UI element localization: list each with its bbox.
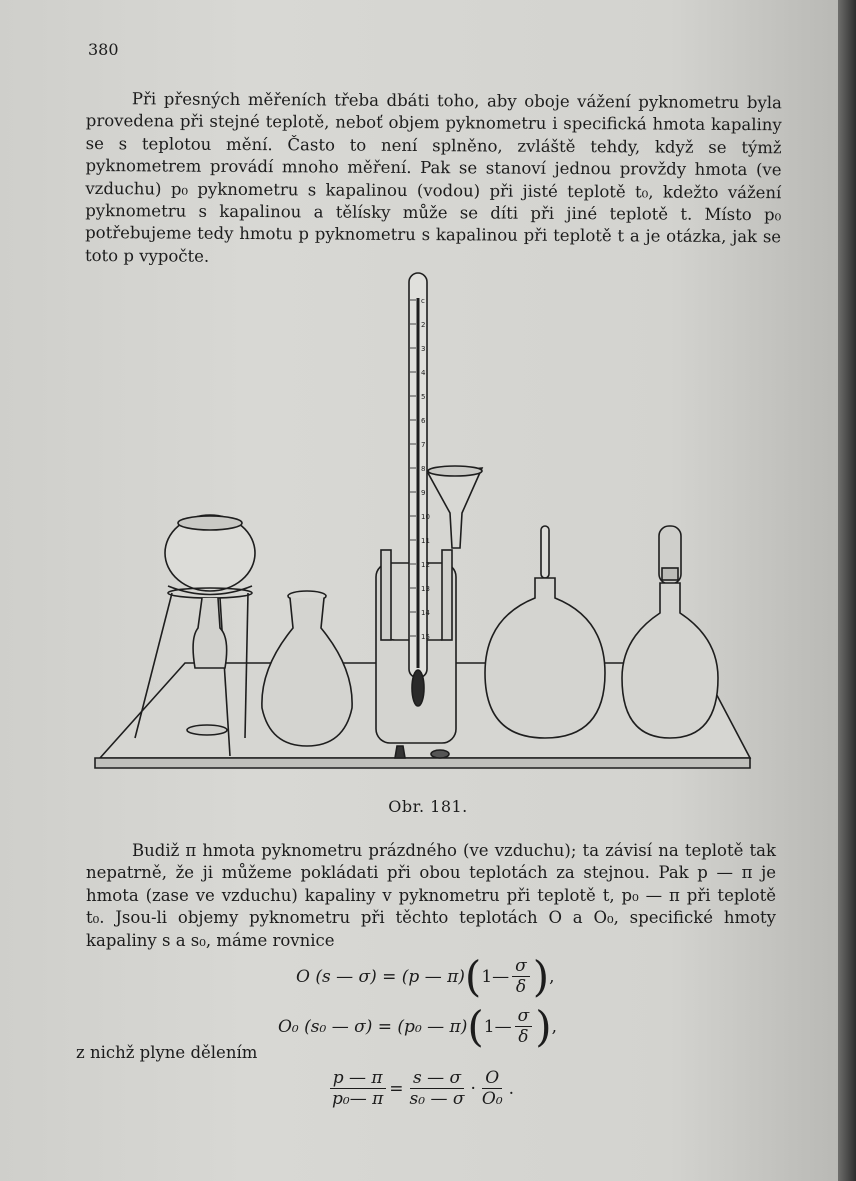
thermometer-scale-label: 12 [421, 561, 430, 569]
equation-3-f3-num: O [482, 1068, 502, 1089]
equation-3-f1-den: p₀— π [332, 1089, 384, 1109]
thermometer-scale-label: 5 [421, 393, 426, 401]
page-number: 380 [88, 40, 119, 59]
thermometer-scale-label: 3 [421, 345, 426, 353]
stoppered-flask-2 [622, 526, 718, 738]
equation-1-one-minus: 1— [481, 966, 510, 987]
paragraph-intro-text: Při přesných měřeních třeba dbáti toho, aby oboje vážení pyknometru byla provedena při stejné teplotě, neboť objem pyknometru i specifická hmota kapaliny se s teplotou mění. Často to není splněno, zvláště tehdy, když se týmž pyknometrem provádí mnoho měření. Pak se stanoví jednou provždy hmota (ve vzduchu) p₀ pyknometru s kapalinou (vodou) při jisté teplotě t₀, kdežto vážení pyknometru s kapalinou a tělísky může se díti při jiné teplotě t. Místo p₀ potřebujeme tedy hmotu p pyknometru s kapalinou při teplotě t a je otázka, jak se toto p vypočte. [84, 89, 782, 266]
equation-1-paren-close: ) [532, 951, 550, 1001]
paragraph-intro [85, 88, 782, 271]
paragraph-derivation [86, 840, 776, 952]
equation-3 [326, 1068, 514, 1109]
pycnometer-open [262, 591, 352, 746]
equation-3-f3-den: O₀ [481, 1089, 503, 1109]
equation-2-den: δ [518, 1027, 529, 1047]
thermometer-scale-label: 8 [421, 465, 426, 473]
small-sinker [395, 746, 405, 758]
equation-1 [296, 951, 555, 1001]
thermometer-scale-label: c [421, 297, 425, 305]
small-weight [431, 750, 449, 758]
equation-2-one-minus: 1— [483, 1016, 512, 1037]
equation-2-paren-open: ( [467, 1001, 484, 1051]
equation-3-equals: = [389, 1078, 404, 1099]
thermometer-scale-label: 11 [421, 537, 430, 545]
equation-1-fraction [512, 956, 530, 997]
thermometer-scale-label: 10 [421, 513, 430, 521]
equation-3-fraction-1 [329, 1068, 386, 1109]
equation-2-lhs: O₀ (s₀ — σ) = (p₀ — π) [278, 1016, 468, 1037]
equation-1-tail: , [549, 966, 555, 987]
equation-3-f1-num: p — π [330, 1068, 386, 1089]
figure-pycnometers [90, 268, 760, 788]
equation-2-fraction [515, 1006, 533, 1047]
thermometer-scale-label: 13 [421, 585, 430, 593]
paragraph-derivation-text: Budiž π hmota pyknometru prázdného (ve vzduchu); ta závisí na teplotě tak nepatrně, že ji můžeme pokládati při obou teplotách za stejnou. Pak p — π je hmota (zase ve vzduchu) kapaliny v pyknometru při teplotě t, p₀ — π při teplotě t₀. Jsou-li objemy pyknometru při těchto teplotách O a O₀, specifické hmoty kapaliny s a s₀, máme rovnice [86, 841, 776, 950]
thermometer-scale-label: 6 [421, 417, 426, 425]
equation-1-paren-open: ( [464, 951, 482, 1001]
page-edge-shadow [838, 0, 856, 1181]
equation-leadin: z nichž plyne dělením [76, 1043, 258, 1062]
equation-3-f2-num: s — σ [410, 1068, 464, 1089]
thermometer-scale-label: 7 [421, 441, 426, 449]
figure-caption: Obr. 181. [388, 797, 468, 816]
equation-3-dot: · [470, 1078, 476, 1099]
equation-1-den: δ [515, 977, 527, 997]
equation-3-fraction-3 [479, 1068, 506, 1109]
equation-2-num: σ [515, 1006, 533, 1027]
equation-3-fraction-2 [407, 1068, 468, 1109]
thermometer-scale-label: 15 [421, 633, 430, 641]
thermometer-scale-label: 14 [421, 609, 430, 617]
thermometer-scale-label: 2 [421, 321, 426, 329]
equation-3-tail: . [508, 1078, 515, 1099]
equation-2-paren-close: ) [535, 1001, 552, 1051]
thermometer-scale-label: 4 [421, 369, 426, 377]
equation-1-lhs: O (s — σ) = (p — π) [296, 966, 465, 987]
equation-1-num: σ [512, 956, 530, 977]
equation-3-f2-den: s₀ — σ [409, 1089, 465, 1109]
equation-2 [278, 1001, 557, 1051]
stoppered-flask-1 [485, 526, 605, 738]
thermometer-scale-label: 9 [421, 489, 426, 497]
equation-2-tail: , [551, 1016, 557, 1037]
